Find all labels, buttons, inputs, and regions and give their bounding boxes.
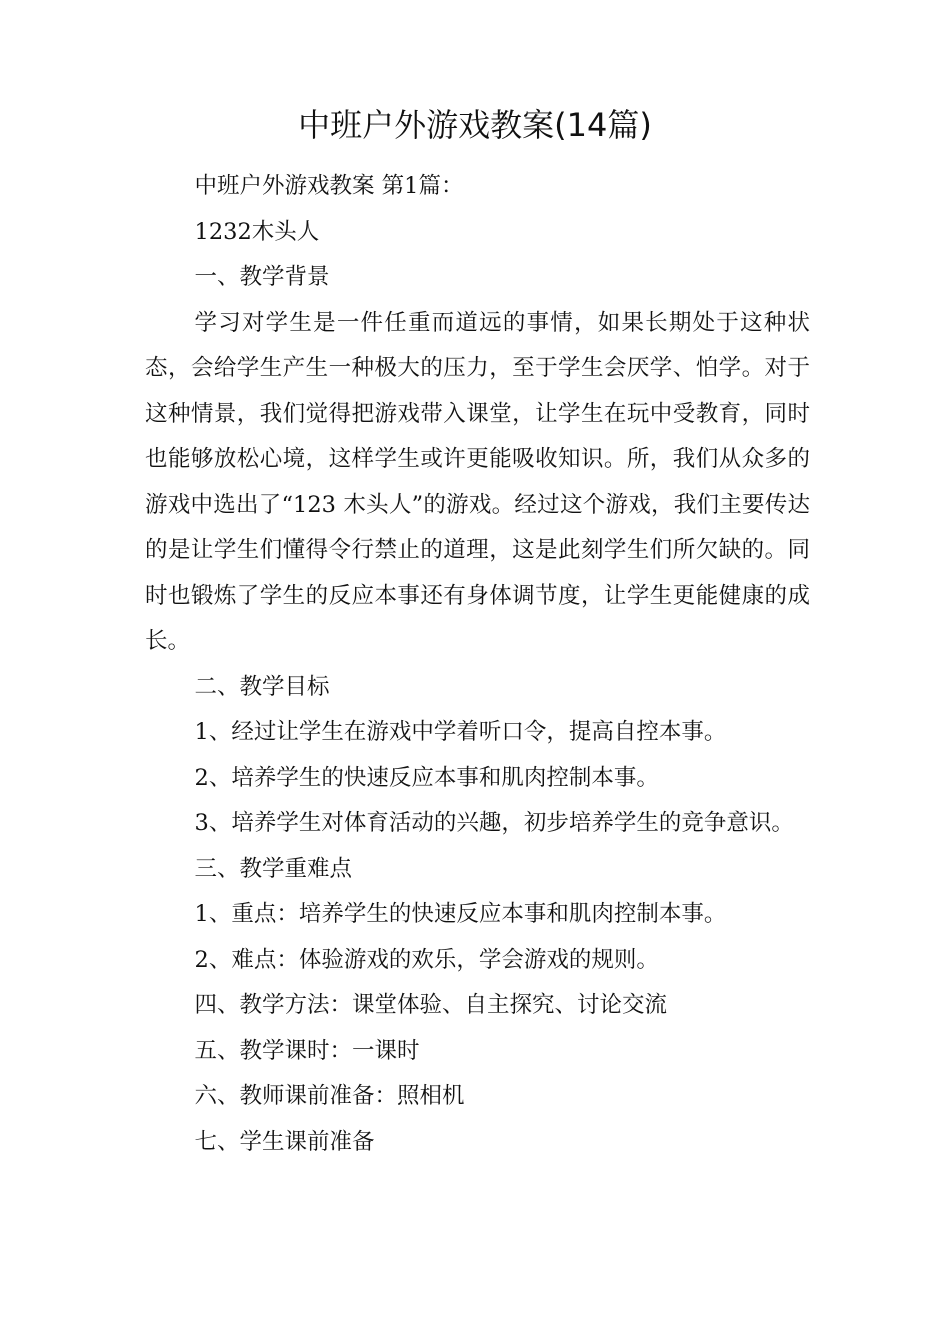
objective-item: 1、经过让学生在游戏中学着听口令，提高自控本事。: [194, 719, 727, 745]
heading-key-points: 三、教学重难点: [194, 855, 353, 882]
key-point-item: 2、难点：体验游戏的欢乐，学会游戏的规则。: [194, 946, 659, 973]
background-paragraph: 学习对学生是一件任重而道远的事情，如果长期处于这种状态，会给学生产生一种极大的压力，至于学生会厌学、怕学。对于这种情景，我们觉得把游戏带入课堂，让学生在玩中受教育，同时也能够放松心境，这样学生或许更能吸收知识。所，我们从众多的游戏中选出了“123 木头人”的游戏。经过这个游戏，我们主要传达的是让学生们懂得令行禁止的道理，这是此刻学生们所欠缺的。同时也锻炼了学生的反应本事还有身体调节度，让学生更能健康的成长。: [145, 309, 810, 654]
heading-objectives: 二、教学目标: [194, 673, 330, 700]
heading-background: 一、教学背景: [194, 264, 330, 290]
teaching-method: 四、教学方法：课堂体验、自主探究、讨论交流: [194, 992, 668, 1018]
document-title: 中班户外游戏教案(14篇): [298, 106, 652, 144]
objective-item: 3、培养学生对体育活动的兴趣，初步培养学生的竞争意识。: [194, 810, 794, 836]
section-heading: 中班户外游戏教案 第1篇：: [194, 173, 464, 199]
key-point-item: 1、重点：培养学生的快速反应本事和肌肉控制本事。: [194, 901, 727, 927]
game-name: 1232木头人: [194, 218, 320, 245]
objective-item: 2、培养学生的快速反应本事和肌肉控制本事。: [194, 764, 659, 791]
student-preparation: 七、学生课前准备: [194, 1128, 375, 1155]
teaching-hours: 五、教学课时：一课时: [194, 1037, 420, 1064]
document-body: [145, 164, 810, 1165]
teacher-preparation: 六、教师课前准备：照相机: [194, 1083, 465, 1109]
